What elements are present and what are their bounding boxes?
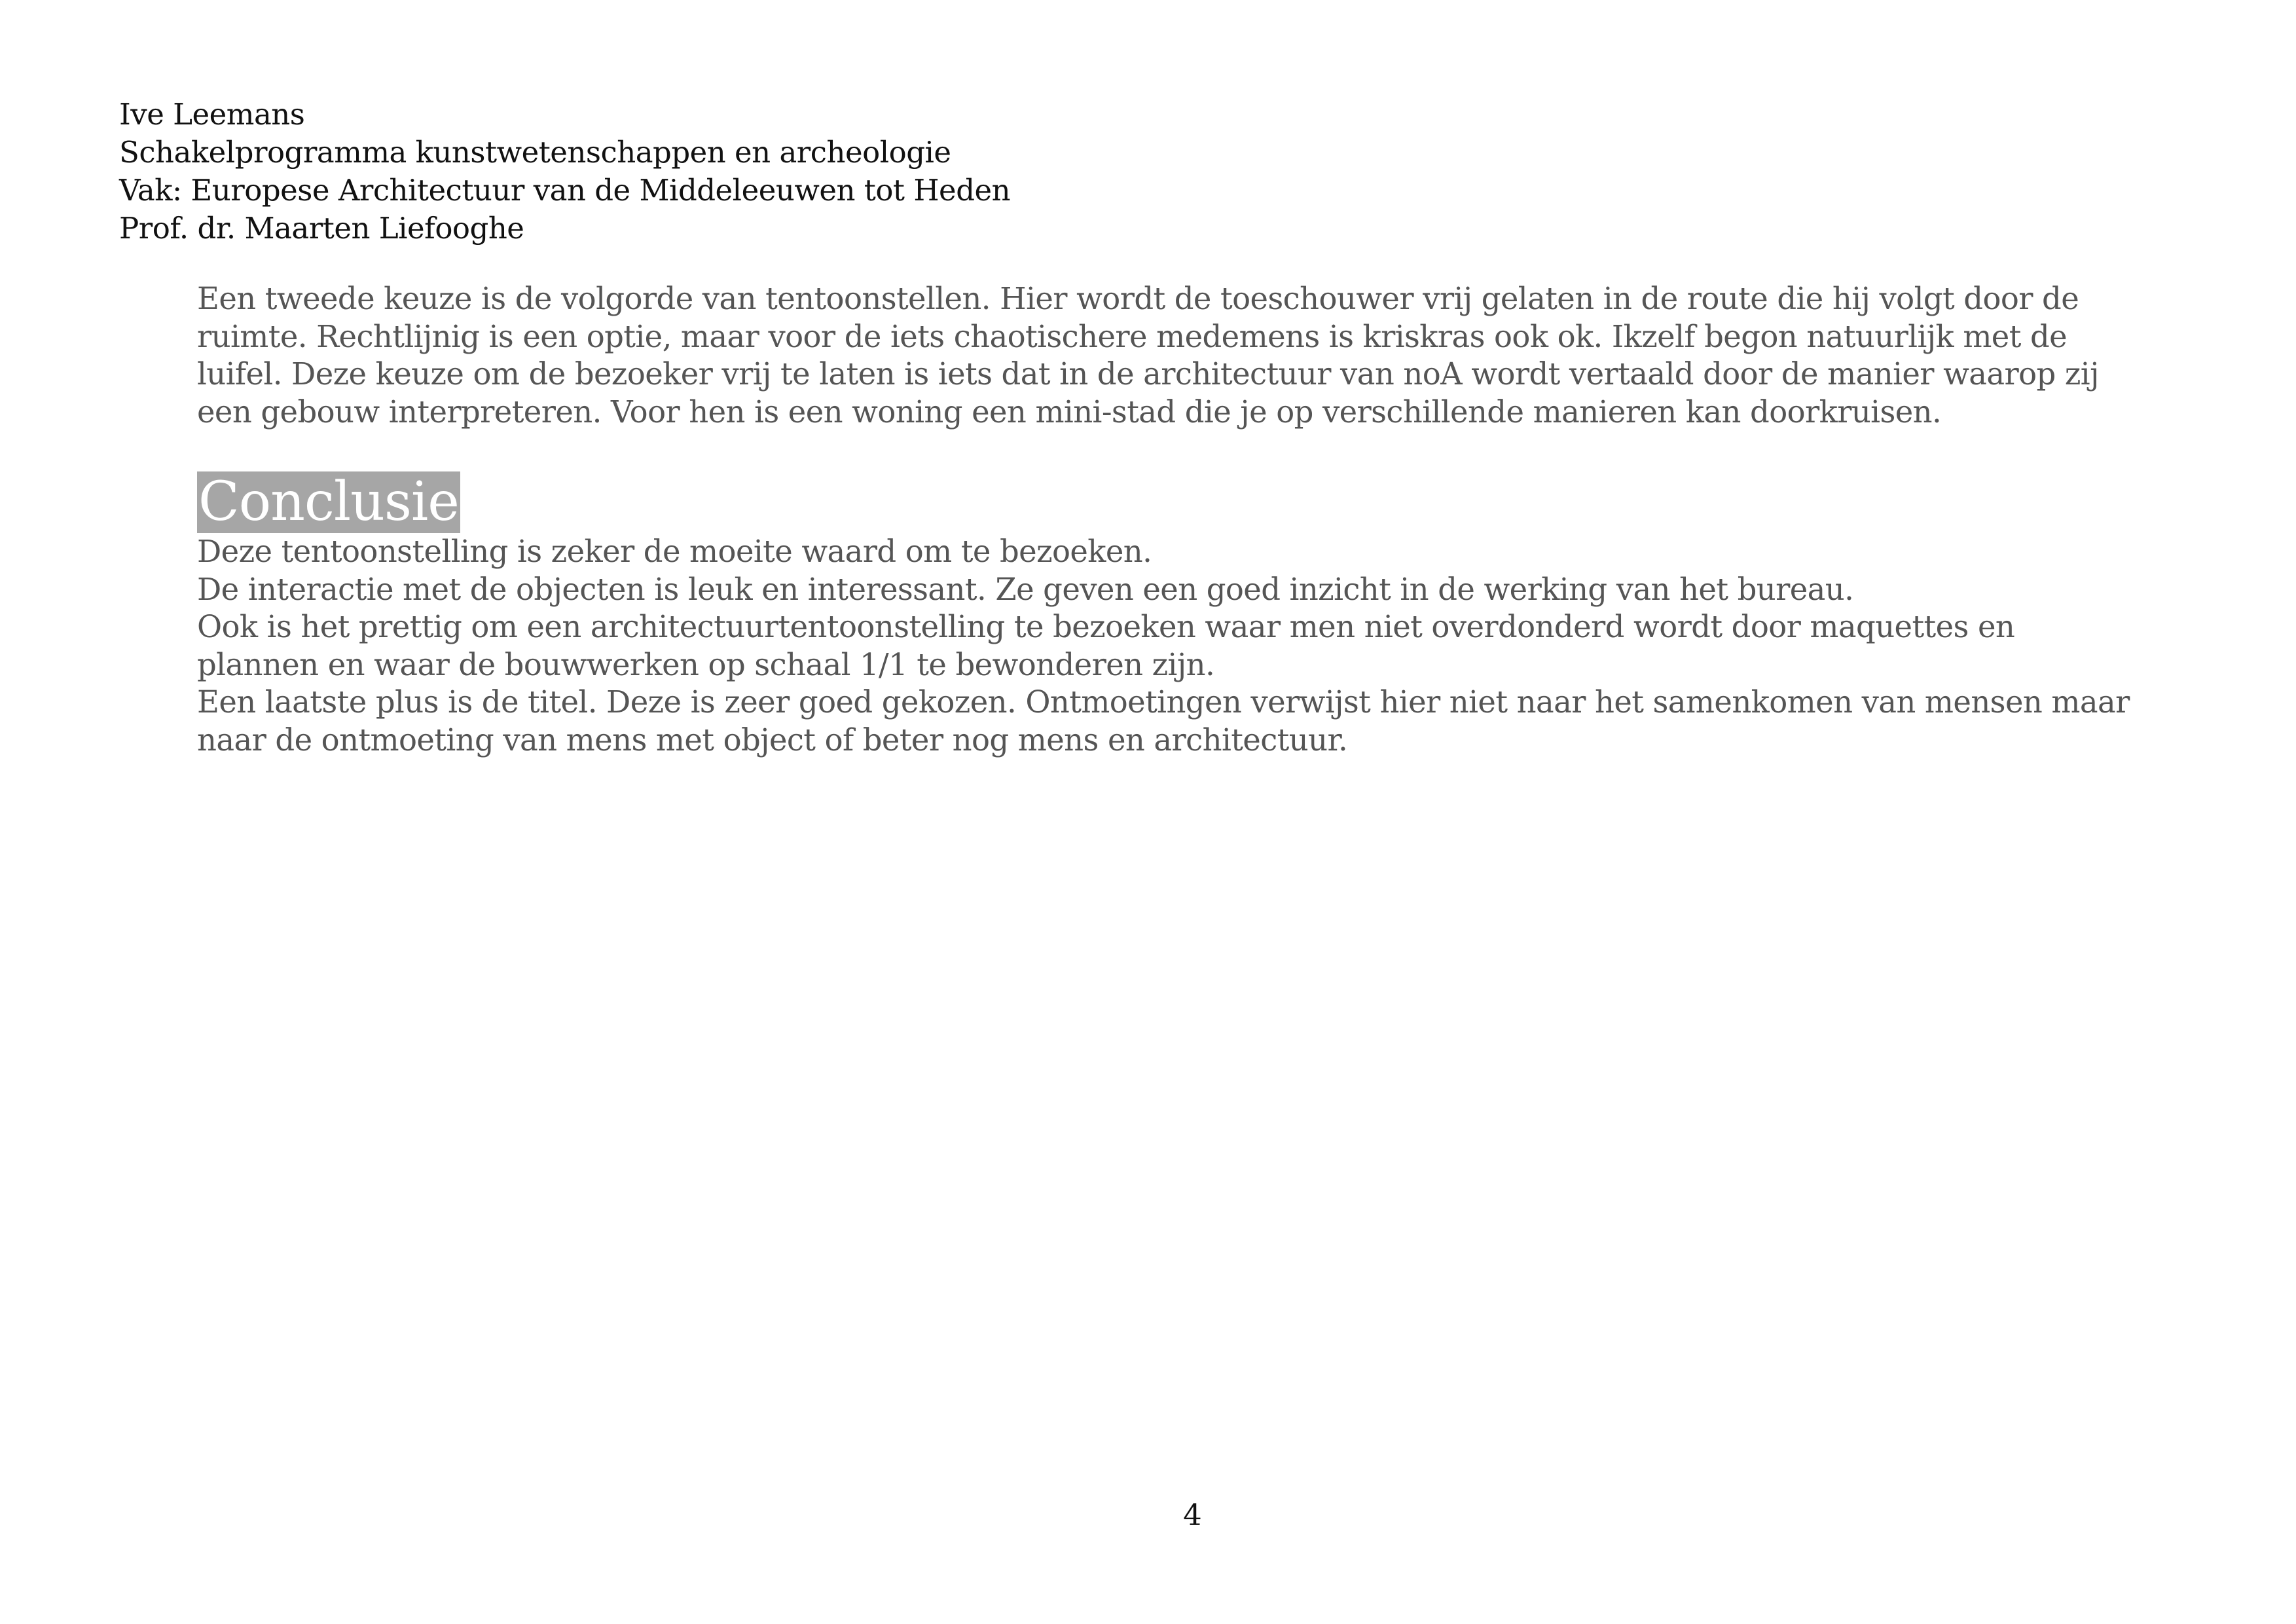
text-line: een gebouw interpreteren. Voor hen is een woning een mini-stad die je op verschillende manieren kan doorkruisen. <box>197 394 1942 430</box>
document-header <box>119 96 1010 248</box>
text-line: Een tweede keuze is de volgorde van tentoonstellen. Hier wordt de toeschouwer vrij gelaten in de route die hij volgt door de <box>197 281 2079 316</box>
page-number: 4 <box>1183 1498 1202 1532</box>
text-line: Een laatste plus is de titel. Deze is zeer goed gekozen. Ontmoetingen verwijst hier niet naar het samenkomen van mensen maar <box>197 684 2130 720</box>
text-line: Ook is het prettig om een architectuurtentoonstelling te bezoeken waar men niet overdonderd wordt door maquettes en <box>197 609 2015 644</box>
text-line: ruimte. Rechtlijnig is een optie, maar voor de iets chaotischere medemens is kriskras ook ok. Ikzelf begon natuurlijk met de <box>197 318 2068 354</box>
intro-paragraph <box>197 280 2200 431</box>
section-heading: Conclusie <box>198 471 459 533</box>
document-body <box>197 280 2200 759</box>
text-line: plannen en waar de bouwwerken op schaal 1/1 te bewonderen zijn. <box>197 646 1215 682</box>
text-line: luifel. Deze keuze om de bezoeker vrij te laten is iets dat in de architectuur van noA wordt vertaald door de manier waarop zij <box>197 356 2099 392</box>
author-name: Ive Leemans <box>119 97 305 132</box>
professor-name: Prof. dr. Maarten Liefooghe <box>119 211 524 246</box>
conclusion-paragraph <box>197 533 2200 759</box>
section-heading-wrap <box>197 471 2200 533</box>
text-line: Deze tentoonstelling is zeker de moeite waard om te bezoeken. <box>197 534 1152 569</box>
text-line: naar de ontmoeting van mens met object of beter nog mens en architectuur. <box>197 722 1348 758</box>
text-line: De interactie met de objecten is leuk en interessant. Ze geven een goed inzicht in de werking van het bureau. <box>197 571 1854 607</box>
course-name: Vak: Europese Architectuur van de Middeleeuwen tot Heden <box>119 173 1011 208</box>
program-name: Schakelprogramma kunstwetenschappen en archeologie <box>119 135 951 170</box>
